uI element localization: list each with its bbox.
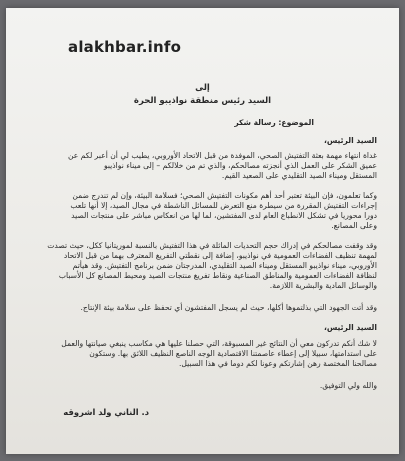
closing-line: والله ولي التوفيق. [319,381,377,390]
paragraph-5-line: على استدامتها، سبيلا إلى إعطاء عاصمتنا الاقتصادية الوجه الناصع النظيف اللائق بها. وستكون [89,349,377,358]
paragraph-1-line: غداة انتهاء مهمة بعثة التفتيش الصحي، الموفدة من قبل الاتحاد الأوروبي، يطيب لي أن أعبر لكم عن [67,151,377,160]
watermark: alakhbar.info [68,38,182,56]
paragraph-3-line: لمهمة تنظيف الفضاءات العمومية في نواذيبو، إضافة إلى نقطتي التفريغ المعترف بهما من قبل الاتحاد [63,251,377,260]
paragraph-3-line: لنظافة الفضاءات العمومية والمناطق الصناعية ونقاط تفريغ منتجات الصيد ومحيط المصانع كل الأسباب [58,271,377,280]
paragraph-3-line: وقد وقفت مصالحكم في إدراك حجم التحديات الماثلة في هذا التفتيش بالنسبة لموريتانيا ككل، حيث تصدت [47,241,377,250]
salutation-2: السيد الرئيس، [323,323,377,332]
paragraph-2-line: وعلى المصانع. [331,221,377,230]
signature: د. الناني ولد اشروقه [63,407,149,417]
header-recipient: السيد رئيس منطقة نواذيبو الحرة [133,96,272,106]
paragraph-4: وقد أتت الجهود التي بذلتموها أكلها، حيث لم يسجل المفتشون أي تحفظ على سلامة بيئة الإنتاج. [80,303,377,312]
salutation-1: السيد الرئيس، [323,136,377,145]
paragraph-2-line: إجراءات التفتيش المقررة من سيطرة منع التعرض للمسائل الناشطة في مجال الصيد، إلا أنها تلعب [70,201,377,210]
paragraph-3-line: الأوروبي، ميناء نواذيبو المستقل وميناء الصيد التقليدي، المدرجتان ضمن برنامج التفتيش. وقد هيأتم [72,261,377,270]
paragraph-2-line: دورا محوريا في تشكل الانطباع العام لدى المفتشين، لما لها من انعكاس مباشر على منتجات الصيد [71,211,377,220]
subject-line: الموضوع: رسالة شكر [234,118,314,127]
paragraph-3-line: والوسائل المادية والبشرية اللازمة. [269,281,377,290]
paragraph-1-line: عميق الشكر على العمل الذي أنجزته مصالحكم، والذي تم من خلالكم – إلى ميناء نواذيبو [103,161,377,170]
paragraph-5-line: لا شك أنكم تدركون معي أن النتائج غير المسبوقة، التي حصلنا عليها هي مكاسب ينبغي صيانتها والعمل [61,339,377,348]
paragraph-2-line: وكما تعلمون، فإن البيئة تعتبر أحد أهم مكونات التفتيش الصحي؛ فسلامة البيئة، وإن لم تندرج ضمن [72,191,377,200]
paragraph-1-line: المستقل وميناء الصيد التقليدي على الصعيد القيم. [221,171,377,180]
paragraph-5-line: مصالحنا المختصة رهن إشارتكم وعونا لكم دوما في هذا السبيل. [179,359,377,368]
header-to: إلى [195,83,210,93]
letter-page [6,8,399,454]
